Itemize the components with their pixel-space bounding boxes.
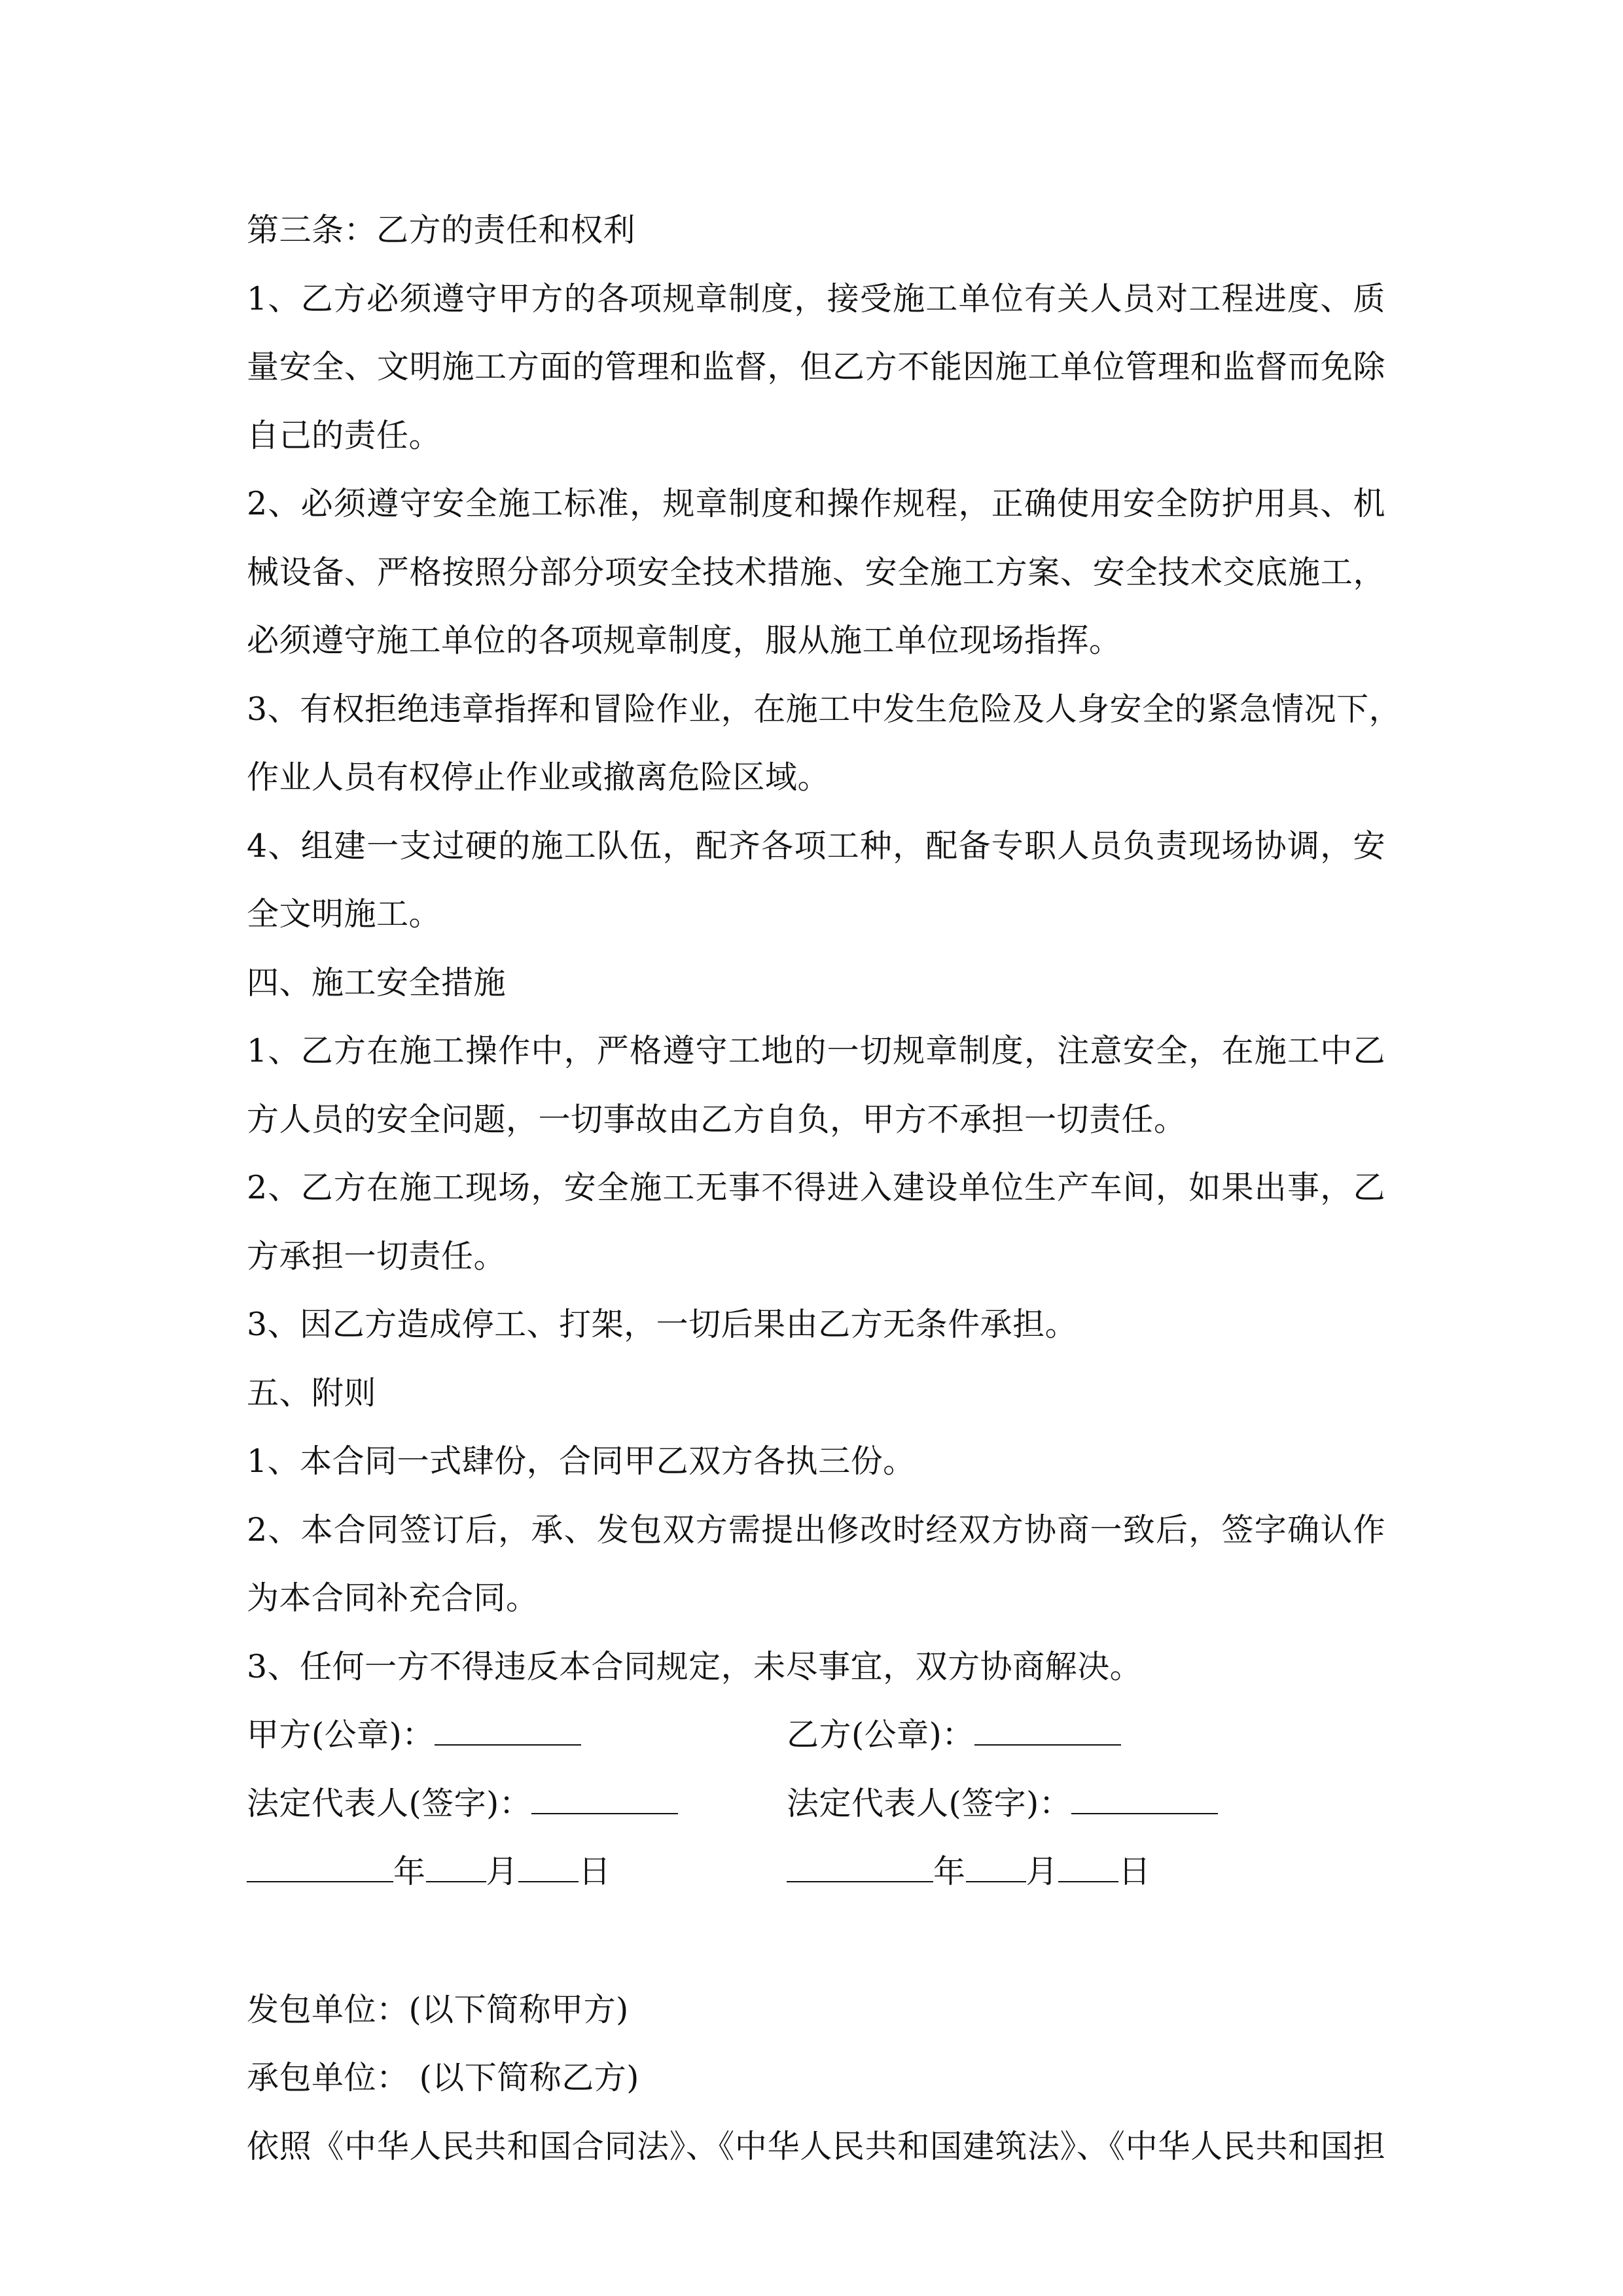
blank-spacer: [247, 1907, 1385, 1976]
s4-item3: 3、因乙方造成停工、打架，一切后果由乙方无条件承担。: [247, 1306, 1078, 1343]
s4-item2-line1: 2、乙方在施工现场，安全施工无事不得进入建设单位生产车间，如果出事，乙: [247, 1169, 1385, 1206]
party-a-seal-blank: [435, 1719, 581, 1746]
a3-item1-line2: 量安全、文明施工方面的管理和监督，但乙方不能因施工单位管理和监督而免除: [247, 348, 1385, 386]
s4-item1-line1: 1、乙方在施工操作中，严格遵守工地的一切规章制度，注意安全，在施工中乙: [247, 1032, 1385, 1069]
rep-b-blank: [1071, 1788, 1218, 1814]
party-b-seal-label: 乙方(公章)：: [787, 1716, 974, 1753]
date-b-month-blank: [966, 1856, 1026, 1882]
s5-item1: 1、本合同一式肆份，合同甲乙双方各执三份。: [247, 1443, 916, 1480]
a3-item3-line2: 作业人员有权停止作业或撤离危险区域。: [247, 759, 830, 796]
rep-a-blank: [531, 1788, 678, 1814]
contractor-line: 承包单位： (以下简称乙方): [247, 2059, 639, 2096]
date-a-year-blank: [247, 1856, 393, 1882]
s5-item3: 3、任何一方不得违反本合同规定，未尽事宜，双方协商解决。: [247, 1647, 1143, 1685]
date-a-month-label: 月: [486, 1853, 519, 1890]
seal-row: [247, 1701, 1385, 1770]
s4-item2-line2: 方承担一切责任。: [247, 1237, 507, 1275]
a3-item1-line3: 自己的责任。: [247, 416, 442, 454]
article3-heading: 第三条：乙方的责任和权利: [247, 211, 636, 249]
a3-item2-line2: 械设备、严格按照分部分项安全技术措施、安全施工方案、安全技术交底施工，: [247, 553, 1385, 591]
document-page: [247, 196, 1402, 2181]
date-b-year-label: 年: [933, 1853, 966, 1890]
rep-b-field: [787, 1770, 1218, 1839]
date-a-day-blank: [518, 1856, 579, 1882]
a3-item4-line1: 4、组建一支过硬的施工队伍，配齐各项工种，配备专职人员负责现场协调，安: [247, 827, 1385, 865]
date-a-month-blank: [426, 1856, 486, 1882]
date-row: [247, 1838, 1385, 1907]
date-a-year-label: 年: [393, 1853, 426, 1890]
rep-a-label: 法定代表人(签字)：: [247, 1784, 532, 1822]
a3-item2-line1: 2、必须遵守安全施工标准，规章制度和操作规程，正确使用安全防护用具、机: [247, 485, 1385, 522]
date-b-day-label: 日: [1118, 1853, 1151, 1890]
employer-line: 发包单位：(以下简称甲方): [247, 1990, 629, 2028]
legal-basis-line: 依照《中华人民共和国合同法》、《中华人民共和国建筑法》、《中华人民共和国担: [247, 2127, 1385, 2165]
a3-item2-line3: 必须遵守施工单位的各项规章制度，服从施工单位现场指挥。: [247, 622, 1122, 659]
rep-a-field: [247, 1770, 787, 1839]
party-b-seal-field: [787, 1701, 1121, 1770]
s4-item1-line2: 方人员的安全问题，一切事故由乙方自负，甲方不承担一切责任。: [247, 1100, 1186, 1138]
date-b-month-label: 月: [1026, 1853, 1059, 1890]
a3-item3-line1: 3、有权拒绝违章指挥和冒险作业，在施工中发生危险及人身安全的紧急情况下，: [247, 690, 1402, 728]
s5-item2-line1: 2、本合同签订后，承、发包双方需提出修改时经双方协商一致后，签字确认作: [247, 1511, 1385, 1549]
date-b-field: [787, 1838, 1151, 1907]
party-a-seal-label: 甲方(公章)：: [247, 1716, 435, 1753]
date-a-field: [247, 1838, 787, 1907]
rep-b-label: 法定代表人(签字)：: [787, 1784, 1072, 1822]
s5-item2-line2: 为本合同补充合同。: [247, 1579, 539, 1617]
date-b-year-blank: [787, 1856, 933, 1882]
date-b-day-blank: [1058, 1856, 1118, 1882]
a3-item4-line2: 全文明施工。: [247, 895, 442, 933]
section4-heading: 四、施工安全措施: [247, 963, 507, 1001]
party-b-seal-blank: [974, 1719, 1121, 1746]
section5-heading: 五、附则: [247, 1374, 377, 1412]
a3-item1-line1: 1、乙方必须遵守甲方的各项规章制度，接受施工单位有关人员对工程进度、质: [247, 279, 1385, 317]
representative-row: [247, 1770, 1385, 1839]
date-a-day-label: 日: [579, 1853, 611, 1890]
party-a-seal-field: [247, 1701, 787, 1770]
